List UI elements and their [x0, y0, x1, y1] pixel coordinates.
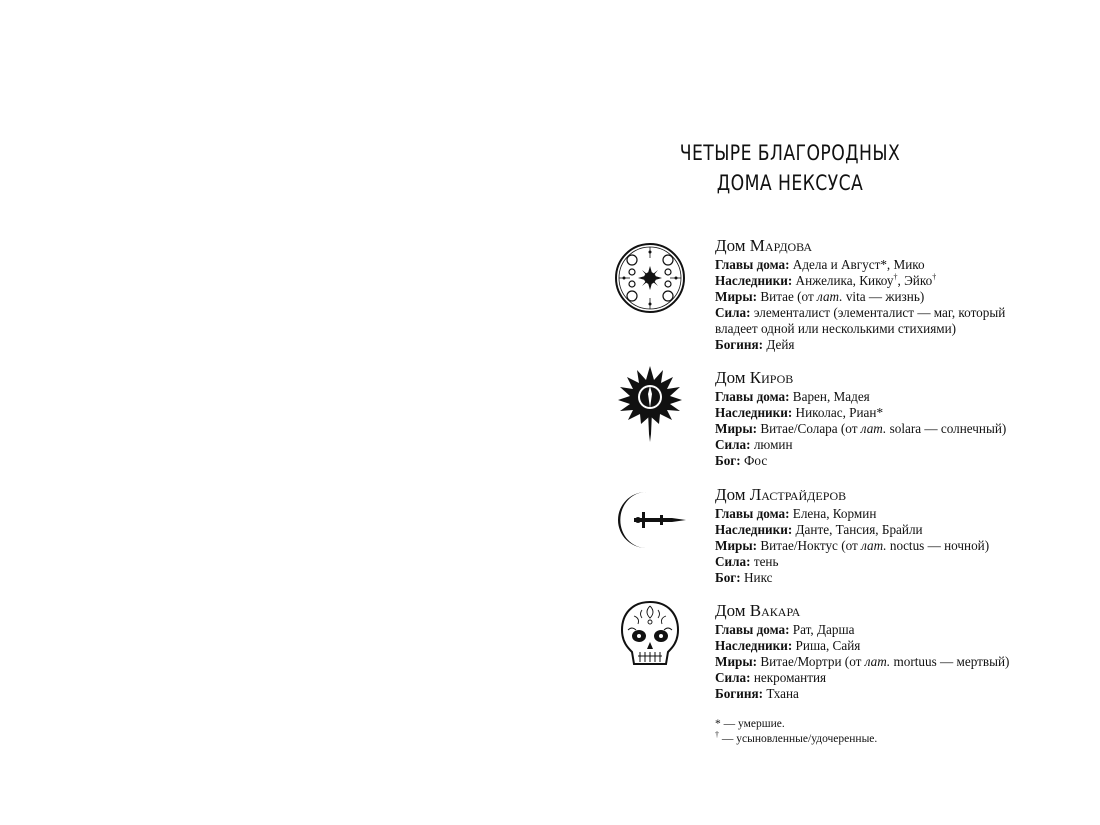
- heirs-line: Наследники: Николас, Риан*: [715, 405, 884, 420]
- power-line: Сила: тень: [715, 554, 779, 569]
- elements-wheel-icon: [612, 236, 688, 320]
- worlds-line: Миры: Витае/Солара (от лат. solara — солнечный): [715, 421, 1007, 436]
- house-kirov: [715, 368, 1085, 469]
- house-name: Дом Вакара: [715, 601, 801, 620]
- page-title: [528, 138, 1053, 198]
- worlds-line: Миры: Витае/Ноктус (от лат. noctus — ночной): [715, 538, 990, 553]
- heirs-line: Наследники: Анжелика, Кикоу†, Эйко†: [715, 272, 937, 288]
- house-lastraider: [715, 485, 1085, 586]
- ornate-skull-icon: [612, 596, 688, 680]
- house-mardova: [715, 236, 1085, 353]
- power-line: Сила: некромантия: [715, 670, 827, 685]
- heads-line: Главы дома: Варен, Мадея: [715, 389, 870, 404]
- deity-line: Богиня: Дейя: [715, 337, 795, 352]
- power-line-continued: владеет одной или несколькими стихиями): [715, 321, 957, 336]
- deity-line: Бог: Никс: [715, 570, 773, 585]
- power-line: Сила: элементалист (элементалист — маг, который: [715, 305, 1006, 320]
- sun-sword-icon: [612, 362, 688, 446]
- footnote-adopted: † — усыновленные/удочеренные.: [715, 730, 878, 745]
- deity-line: Богиня: Тхана: [715, 686, 799, 701]
- footnotes: [715, 717, 877, 747]
- crescent-dagger-icon: [612, 478, 688, 562]
- worlds-line: Миры: Витае/Мортри (от лат. mortuus — мертвый): [715, 654, 1010, 669]
- house-name: Дом Мардова: [715, 236, 813, 255]
- heirs-line: Наследники: Данте, Тансия, Брайли: [715, 522, 923, 537]
- heads-line: Главы дома: Елена, Кормин: [715, 506, 877, 521]
- power-line: Сила: люмин: [715, 437, 793, 452]
- heirs-line: Наследники: Риша, Сайя: [715, 638, 861, 653]
- title-line-1: ЧЕТЫРЕ БЛАГОРОДНЫХ: [679, 141, 901, 165]
- heads-line: Главы дома: Рат, Дарша: [715, 622, 855, 637]
- right-page: [550, 0, 1100, 825]
- worlds-line: Миры: Витае (от лат. vita — жизнь): [715, 289, 925, 304]
- house-name: Дом Ластрайдеров: [715, 485, 847, 504]
- house-vakara: [715, 601, 1085, 702]
- footnote-deceased: * — умершие.: [715, 718, 785, 730]
- heads-line: Главы дома: Адела и Август*, Мико: [715, 257, 925, 272]
- title-line-2: ДОМА НЕКСУСА: [716, 171, 864, 195]
- deity-line: Бог: Фос: [715, 453, 768, 468]
- house-name: Дом Киров: [715, 368, 794, 387]
